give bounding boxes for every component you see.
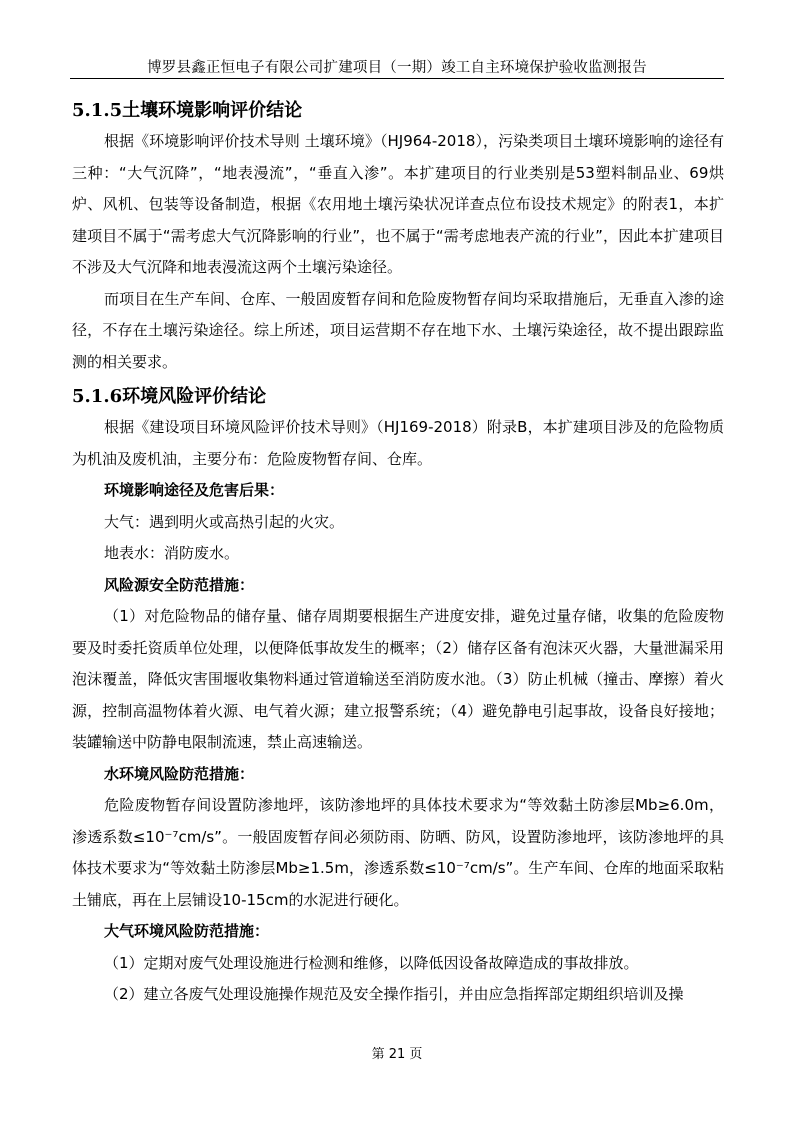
- page-body: [72, 96, 724, 1011]
- risk-source-subheading: 风险源安全防范措施：: [104, 575, 255, 594]
- page-header: 博罗县鑫正恒电子有限公司扩建项目（一期）竣工自主环境保护验收监测报告: [147, 60, 647, 76]
- impact-subheading: 环境影响途径及危害后果：: [104, 481, 285, 499]
- water-risk-subheading: 水环境风险防范措施：: [104, 764, 255, 783]
- impact-surface-water: 地表水：消防废水。: [104, 544, 240, 562]
- air-risk-item-2: （2）建立各废气处理设施操作规范及安全操作指引，并由应急指挥部定期组织培训及操: [104, 985, 684, 1003]
- soil-paragraph-1: 根据《环境影响评价技术导则 土壤环境》（HJ964-2018），污染类项目土壤环境影响的途径有三种：“大气沉降”，“地表漫流”，“垂直入渗”。本扩建项目的行业类别是53塑料制品业、69烘炉、风机、包装等设备制造，根据《农用地土壤污染状况详查点位布设技术规定》的附表1，本扩建项目不属于“需考虑大气沉降影响的行业”，也不属于“需考虑地表产流的行业”，因此本扩建项目不涉及大气沉降和地表漫流这两个土壤污染途径。: [72, 132, 724, 276]
- section-heading-risk: 5.1.6环境风险评价结论: [72, 386, 267, 407]
- risk-source-text: （1）对危险物品的储存量、储存周期要根据生产进度安排，避免过量存储，收集的危险废物要及时委托资质单位处理，以便降低事故发生的概率；（2）储存区备有泡沫灭火器，大量泄漏采用泡沫覆盖，降低灾害围堰收集物料通过管道输送至消防废水池。（3）防止机械（撞击、摩擦）着火源，控制高温物体着火源、电气着火源；建立报警系统；（4）避免静电引起事故，设备良好接地；装罐输送中防静电限制流速，禁止高速输送。: [72, 607, 724, 751]
- risk-paragraph-1: 根据《建设项目环境风险评价技术导则》（HJ169-2018）附录B，本扩建项目涉及的危险物质为机油及废机油，主要分布：危险废物暂存间、仓库。: [72, 418, 724, 468]
- impact-air: 大气：遇到明火或高热引起的火灾。: [104, 512, 345, 531]
- page-number: 第 21 页: [371, 1047, 423, 1062]
- water-risk-text: 危险废物暂存间设置防渗地坪，该防渗地坪的具体技术要求为“等效黏土防渗层Mb≥6.0m，渗透系数≤10⁻⁷cm/s”。一般固废暂存间必须防雨、防晒、防风，设置防渗地坪，该防渗地坪的具体技术要求为“等效黏土防渗层Mb≥1.5m，渗透系数≤10⁻⁷cm/s”。生产车间、仓库的地面采取粘土铺底，再在上层铺设10-15cm的水泥进行硬化。: [72, 796, 724, 909]
- soil-paragraph-2: 而项目在生产车间、仓库、一般固废暂存间和危险废物暂存间均采取措施后，无垂直入渗的途径，不存在土壤污染途径。综上所述，项目运营期不存在地下水、土壤污染途径，故不提出跟踪监测的相关要求。: [72, 289, 724, 371]
- section-heading-soil: 5.1.5土壤环境影响评价结论: [72, 100, 303, 121]
- air-risk-item-1: （1）定期对废气处理设施进行检测和维修，以降低因设备故障造成的事故排放。: [104, 953, 639, 972]
- air-risk-subheading: 大气环境风险防范措施：: [104, 922, 270, 940]
- header-divider: [70, 78, 724, 79]
